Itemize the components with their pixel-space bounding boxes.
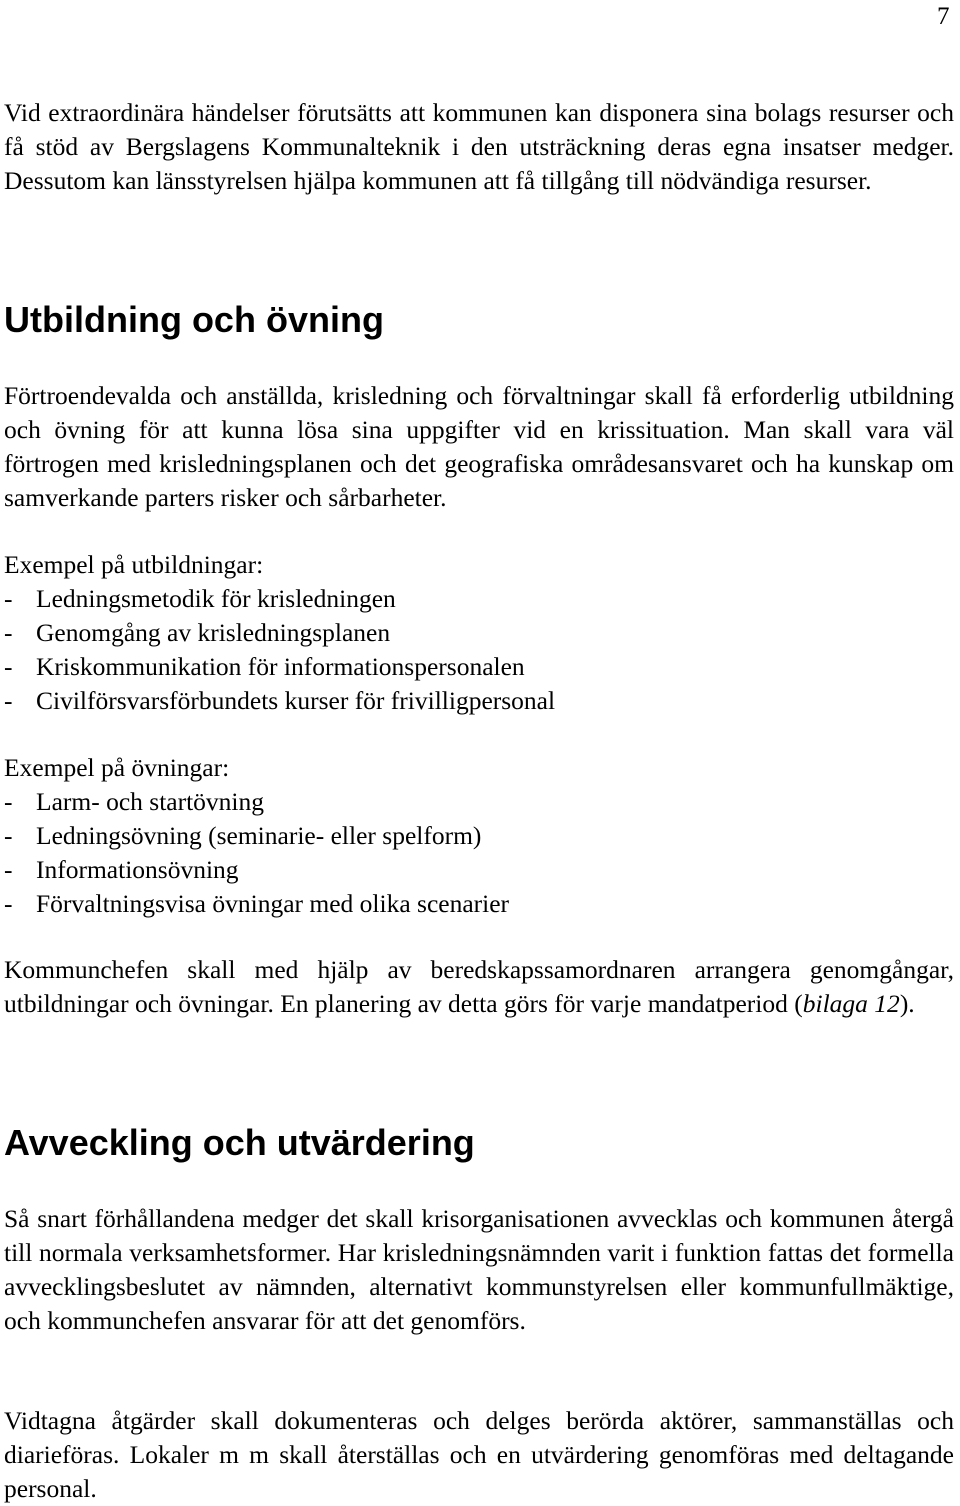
list-item: - Larm- och startövning (4, 787, 265, 816)
list-item-text: Kriskommunikation för informationspersonalen (36, 652, 525, 681)
list-item-text: Förvaltningsvisa övningar med olika scenarier (36, 889, 510, 918)
list-item: - Kriskommunikation för informationspersonalen (4, 652, 525, 681)
training-text: Förtroendevalda och anställda, krisledning och förvaltningar skall få erforderlig utbildning och övning för att kunna lösa sina uppgifter vid en krissituation. Man skall vara väl förtrogen med krisledningsplanen och det geografiska områdesansvaret och ha kunskap om samverkande parters risker och sårbarheter. (4, 381, 954, 512)
exercise-list-title: Exempel på övningar: (4, 753, 230, 782)
list-item: - Genomgång av krisledningsplanen (4, 618, 391, 647)
exercise-list (4, 785, 954, 921)
section-heading-decommissioning: Avveckling och utvärdering (4, 1122, 475, 1163)
closing-text-end: ). (899, 989, 915, 1018)
closing-paragraph (4, 953, 954, 1021)
list-item: - Ledningsmetodik för krisledningen (4, 584, 396, 613)
list-item-text: Ledningsmetodik för krisledningen (36, 584, 396, 613)
decommissioning-paragraph-2 (4, 1404, 954, 1506)
appendix-reference: bilaga 12 (802, 989, 900, 1018)
intro-paragraph (4, 96, 954, 198)
list-item-text: Civilförsvarsförbundets kurser för frivilligpersonal (36, 686, 556, 715)
intro-text: Vid extraordinära händelser förutsätts att kommunen kan disponera sina bolags resurser och få stöd av Bergslagens Kommunalteknik i den utsträckning deras egna insatser medger. Dessutom kan länsstyrelsen hjälpa kommunen att få tillgång till nödvändiga resurser. (4, 98, 954, 195)
decommissioning-text-2: Vidtagna åtgärder skall dokumenteras och delges berörda aktörer, sammanställas och diarieföras. Lokaler m m skall återställas och en utvärdering genomföras med deltagande personal. (4, 1406, 954, 1503)
list-item-text: Genomgång av krisledningsplanen (36, 618, 391, 647)
decommissioning-text-1: Så snart förhållandena medger det skall krisorganisationen avvecklas och kommunen återgå till normala verksamhetsformer. Har krisledningsnämnden varit i funktion fattas det formella avvecklingsbeslutet av nämnden, alternativt kommunstyrelsen eller kommunfullmäktige, och kommunchefen ansvarar för att det genomförs. (4, 1204, 954, 1335)
closing-text (4, 953, 954, 1021)
decommissioning-paragraph-1 (4, 1202, 954, 1338)
education-examples (4, 548, 954, 718)
training-paragraph (4, 379, 954, 515)
list-item-text: Informationsövning (36, 855, 239, 884)
education-list (4, 582, 954, 718)
list-item: - Informationsövning (4, 855, 239, 884)
list-item: - Ledningsövning (seminarie- eller spelform) (4, 821, 482, 850)
section-heading-training: Utbildning och övning (4, 299, 384, 340)
list-item: - Förvaltningsvisa övningar med olika scenarier (4, 889, 510, 918)
education-list-title: Exempel på utbildningar: (4, 550, 264, 579)
closing-text-main: Kommunchefen skall med hjälp av beredskapssamordnaren arrangera genomgångar, utbildningar och övningar. En planering av detta görs för varje mandatperiod ( (4, 955, 954, 1018)
list-item-text: Larm- och startövning (36, 787, 265, 816)
exercise-examples (4, 751, 954, 921)
page-number: 7 (937, 3, 950, 30)
list-item: - Civilförsvarsförbundets kurser för frivilligpersonal (4, 686, 556, 715)
list-item-text: Ledningsövning (seminarie- eller spelform) (36, 821, 482, 850)
